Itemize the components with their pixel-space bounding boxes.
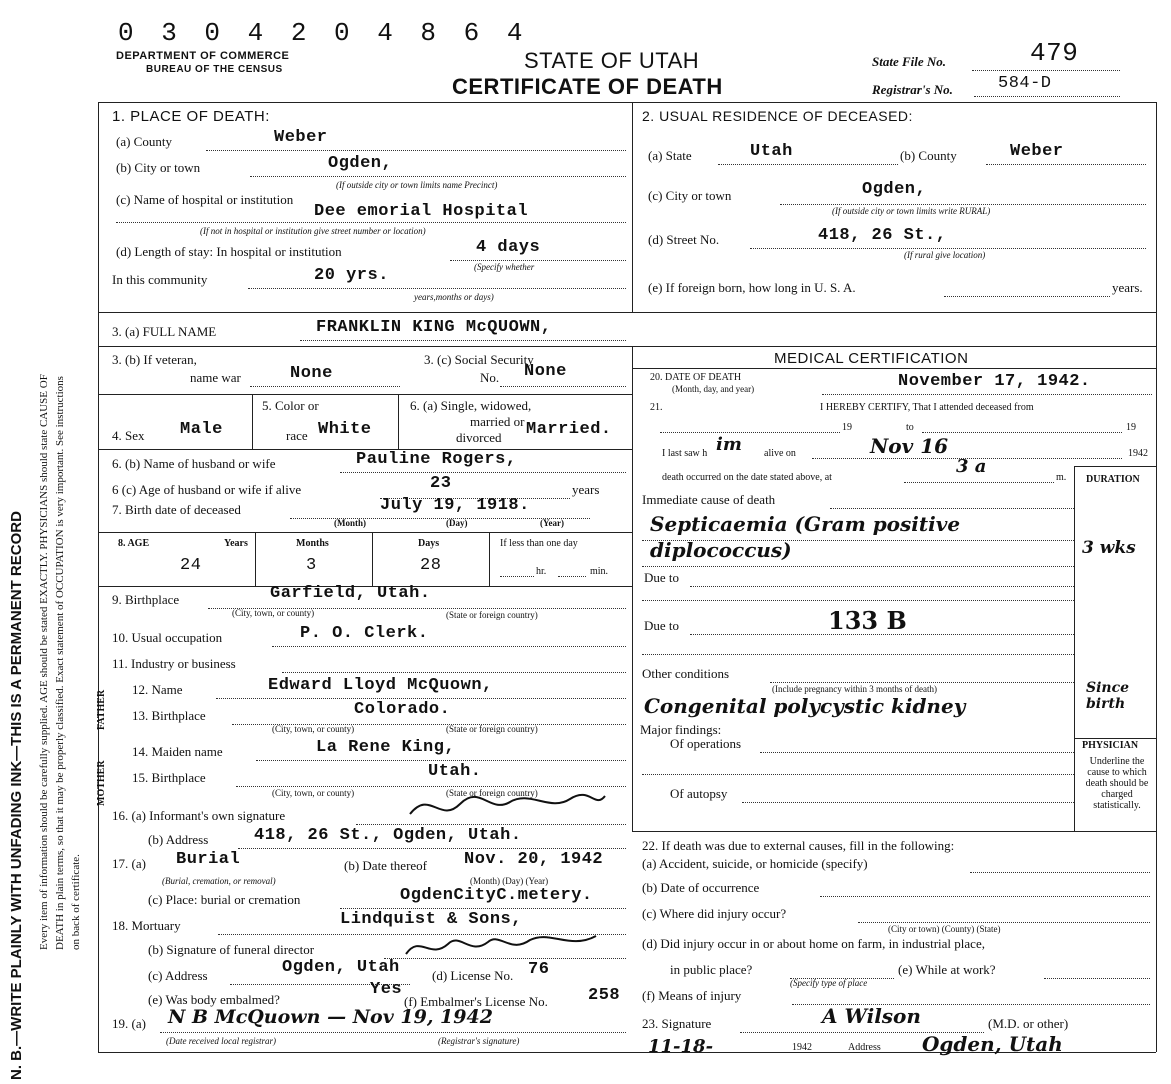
occupation-label: 10. Usual occupation bbox=[112, 630, 223, 645]
s1-county: Weber bbox=[274, 128, 328, 147]
s1-heading: 1. PLACE OF DEATH: bbox=[112, 108, 270, 125]
age-years: 24 bbox=[180, 556, 202, 575]
burial-place: OgdenCityC.metery. bbox=[400, 886, 593, 905]
mortuary-address-label: (c) Address bbox=[148, 968, 208, 983]
external-a: (a) Accident, suicide, or homicide (specify) bbox=[642, 856, 868, 871]
signature-md: (M.D. or other) bbox=[988, 1016, 1069, 1031]
birth-day-note: (Day) bbox=[446, 518, 468, 528]
state-file-value: 479 bbox=[1030, 38, 1079, 68]
registrar-signature: N B McQuown — Nov 19, 1942 bbox=[168, 1006, 493, 1028]
age-label: 8. AGE bbox=[118, 538, 150, 549]
other-conditions-note: (Include pregnancy within 3 months of death) bbox=[772, 684, 937, 694]
signature-year: 1942 bbox=[792, 1042, 812, 1053]
birth-label: 7. Birth date of deceased bbox=[112, 502, 241, 517]
dod-label: 20. DATE OF DEATH bbox=[650, 372, 742, 383]
color-label: 5. Color or bbox=[262, 398, 319, 413]
s2-years: years. bbox=[1112, 280, 1143, 295]
s2-state-label: (a) State bbox=[648, 148, 692, 163]
s1-city-note: (If outside city or town limits name Precinct) bbox=[336, 180, 498, 190]
external-d-2: in public place? bbox=[670, 962, 753, 977]
informant-signature bbox=[400, 784, 610, 828]
date-of-death: November 17, 1942. bbox=[898, 372, 1091, 391]
s2-street: 418, 26 St., bbox=[818, 226, 947, 245]
certify-text: I HEREBY CERTIFY, That I attended deceased from bbox=[820, 402, 1034, 413]
last-saw-him: im bbox=[716, 434, 742, 455]
age-days-label: Days bbox=[418, 538, 440, 549]
mortuary-value: Lindquist & Sons, bbox=[340, 910, 522, 929]
spouse-years: years bbox=[572, 482, 600, 497]
vet-label-1: 3. (b) If veteran, bbox=[112, 352, 197, 367]
s2-city-note: (If outside city or town limits write RURAL) bbox=[832, 206, 991, 216]
signature-address: Ogden, Utah bbox=[922, 1032, 1063, 1056]
occupation-value: P. O. Clerk. bbox=[300, 624, 429, 643]
death-occurred-label: death occurred on the date stated above, at bbox=[662, 472, 832, 483]
birth-year-note: (Year) bbox=[540, 518, 564, 528]
s1-hospital-note: (If not in hospital or institution give street number or location) bbox=[200, 226, 426, 236]
alive-on-label: alive on bbox=[764, 448, 796, 459]
burial-note: (Burial, cremation, or removal) bbox=[162, 876, 276, 886]
mortuary-label: 18. Mortuary bbox=[112, 918, 181, 933]
mother-birthplace: Utah. bbox=[428, 762, 482, 781]
ss-label-1: 3. (c) Social Security bbox=[424, 352, 534, 367]
s2-county-label: (b) County bbox=[900, 148, 957, 163]
age-hr: hr. bbox=[536, 566, 547, 577]
embalmer-license-value: 258 bbox=[588, 986, 621, 1005]
physician-heading: PHYSICIAN bbox=[1082, 740, 1139, 751]
marital-value: Married. bbox=[526, 420, 612, 439]
certify-number: 21. bbox=[650, 402, 663, 413]
immediate-cause-duration: 3 wks bbox=[1082, 538, 1136, 558]
other-conditions-value: Congenital polycystic kidney bbox=[644, 694, 966, 718]
s2-heading: 2. USUAL RESIDENCE OF DECEASED: bbox=[642, 108, 913, 124]
state-file-label: State File No. bbox=[872, 54, 947, 69]
industry-label: 11. Industry or business bbox=[112, 656, 236, 671]
birthplace-value: Garfield, Utah. bbox=[270, 584, 431, 603]
signature-date: 11-18- bbox=[648, 1036, 714, 1057]
marital-label-3: divorced bbox=[456, 430, 502, 445]
last-saw-date: Nov 16 bbox=[870, 434, 949, 458]
father-note-2: (State or foreign country) bbox=[446, 724, 538, 734]
burial-date-note: (Month) (Day) (Year) bbox=[470, 876, 549, 886]
external-heading: 22. If death was due to external causes, fill in the following: bbox=[642, 838, 955, 853]
vet-label-2: name war bbox=[190, 370, 241, 385]
agency-bureau: BUREAU OF THE CENSUS bbox=[146, 64, 283, 75]
spouse-age: 23 bbox=[430, 474, 452, 493]
age-months-label: Months bbox=[296, 538, 329, 549]
operations-label: Of operations bbox=[670, 736, 742, 751]
last-saw-year: 1942 bbox=[1128, 448, 1148, 459]
due-to-2-label: Due to bbox=[644, 618, 680, 633]
age-years-label: Years bbox=[224, 538, 248, 549]
s1-city: Ogden, bbox=[328, 154, 393, 173]
burial-place-label: (c) Place: burial or cremation bbox=[148, 892, 301, 907]
registrar-note-1: (Date received local registrar) bbox=[166, 1036, 277, 1046]
spouse-label: 6. (b) Name of husband or wife bbox=[112, 456, 276, 471]
external-f: (f) Means of injury bbox=[642, 988, 742, 1003]
birth-value: July 19, 1918. bbox=[380, 496, 530, 515]
immediate-cause-line-2: diplococcus) bbox=[650, 538, 792, 562]
immediate-cause-label: Immediate cause of death bbox=[642, 492, 776, 507]
s1-specify-note: (Specify whether bbox=[474, 262, 535, 272]
serial-number: 0 3 0 4 2 0 4 8 6 4 bbox=[118, 18, 529, 48]
father-note-1: (City, town, or county) bbox=[272, 724, 355, 734]
s1-hospital: Dee emorial Hospital bbox=[314, 202, 529, 221]
father-name-label: 12. Name bbox=[132, 682, 183, 697]
birthplace-note-1: (City, town, or county) bbox=[232, 608, 315, 618]
mother-note-2: (State or foreign country) bbox=[446, 788, 538, 798]
signature-label: 23. Signature bbox=[642, 1016, 712, 1031]
sex-value: Male bbox=[180, 420, 223, 439]
s2-city-label: (c) City or town bbox=[648, 188, 732, 203]
state-title: STATE OF UTAH bbox=[524, 48, 700, 73]
s2-county: Weber bbox=[1010, 142, 1064, 161]
birth-month-note: (Month) bbox=[334, 518, 366, 528]
age-months: 3 bbox=[306, 556, 317, 575]
s1-hospital-label: (c) Name of hospital or institution bbox=[116, 192, 294, 207]
due-to-1-label: Due to bbox=[644, 570, 680, 585]
embalmed-value: Yes bbox=[370, 980, 403, 999]
signature-address-label: Address bbox=[848, 1042, 881, 1053]
certificate-title: CERTIFICATE OF DEATH bbox=[452, 74, 723, 99]
last-saw-label: I last saw h bbox=[662, 448, 708, 459]
external-c-note: (City or town) (County) (State) bbox=[888, 924, 1001, 934]
father-name: Edward Lloyd McQuown, bbox=[268, 676, 493, 695]
s1-stay-label: (d) Length of stay: In hospital or institution bbox=[116, 244, 342, 259]
registrar-label: 19. (a) bbox=[112, 1016, 146, 1031]
s2-street-label: (d) Street No. bbox=[648, 232, 720, 247]
statistical-code: 133 B bbox=[828, 606, 907, 635]
time-m: m. bbox=[1056, 472, 1067, 483]
mother-side-label: MOTHER bbox=[96, 760, 107, 806]
physician-signature: A Wilson bbox=[822, 1004, 921, 1028]
burial-label: 17. (a) bbox=[112, 856, 146, 871]
birthplace-note-2: (State or foreign country) bbox=[446, 610, 538, 620]
left-margin-instructions bbox=[0, 80, 95, 1080]
full-name: FRANKLIN KING McQUOWN, bbox=[316, 318, 552, 337]
registrar-no-label: Registrar's No. bbox=[872, 82, 953, 97]
spouse-age-label: 6 (c) Age of husband or wife if alive bbox=[112, 482, 302, 497]
age-min: min. bbox=[590, 566, 609, 577]
s2-state: Utah bbox=[750, 142, 793, 161]
funeral-director-signature bbox=[400, 926, 600, 966]
burial-date: Nov. 20, 1942 bbox=[464, 850, 604, 869]
margin-line-3: DEATH in plain terms, so that it may be properly classified. Exact statement of OCCUPATION is very important. See instructions bbox=[54, 376, 66, 950]
embalmer-license-label: (f) Embalmer's License No. bbox=[404, 994, 548, 1009]
spouse-value: Pauline Rogers, bbox=[356, 450, 517, 469]
external-b: (b) Date of occurrence bbox=[642, 880, 760, 895]
since-birth: Since birth bbox=[1086, 680, 1130, 712]
father-birthplace-label: 13. Birthplace bbox=[132, 708, 206, 723]
father-side-label: FATHER bbox=[96, 689, 107, 730]
physician-note: Underline the cause to which death should be charged statistically. bbox=[1085, 756, 1149, 811]
external-c: (c) Where did injury occur? bbox=[642, 906, 787, 921]
medical-heading: MEDICAL CERTIFICATION bbox=[774, 350, 969, 367]
immediate-cause-line-1: Septicaemia (Gram positive bbox=[650, 512, 961, 536]
registrar-no-value: 584-D bbox=[998, 74, 1052, 93]
certify-19b: 19 bbox=[1126, 422, 1136, 433]
race-label: race bbox=[286, 428, 308, 443]
dod-note: (Month, day, and year) bbox=[672, 384, 755, 394]
s1-city-label: (b) City or town bbox=[116, 160, 201, 175]
age-days: 28 bbox=[420, 556, 442, 575]
agency-dept: DEPARTMENT OF COMMERCE bbox=[116, 50, 290, 62]
embalmed-label: (e) Was body embalmed? bbox=[148, 992, 280, 1007]
s1-ymd-note: years,months or days) bbox=[414, 292, 494, 302]
race-value: White bbox=[318, 420, 372, 439]
mortuary-address: Ogden, Utah bbox=[282, 958, 400, 977]
external-d-1: (d) Did injury occur in or about home on farm, in industrial place, bbox=[642, 936, 985, 951]
informant-address-label: (b) Address bbox=[148, 832, 209, 847]
sex-label: 4. Sex bbox=[112, 428, 145, 443]
license-label: (d) License No. bbox=[432, 968, 514, 983]
burial-value: Burial bbox=[176, 850, 241, 869]
funeral-director-label: (b) Signature of funeral director bbox=[148, 942, 315, 957]
external-e: (e) While at work? bbox=[898, 962, 996, 977]
license-value: 76 bbox=[528, 960, 550, 979]
margin-line-1: N. B.—WRITE PLAINLY WITH UNFADING INK—THIS IS A PERMANENT RECORD bbox=[8, 511, 25, 1080]
ss-value: None bbox=[524, 362, 567, 381]
s2-city: Ogden, bbox=[862, 180, 927, 199]
margin-line-2: Every item of information should be carefully supplied. AGE should be stated EXACTLY. PHYSICIANS should state CAUSE OF bbox=[38, 374, 50, 950]
external-d-note: (Specify type of place bbox=[790, 978, 868, 988]
birthplace-label: 9. Birthplace bbox=[112, 592, 180, 607]
marital-label-2: married or bbox=[470, 414, 525, 429]
mother-name: La Rene King, bbox=[316, 738, 456, 757]
s2-street-note: (If rural give location) bbox=[904, 250, 986, 260]
certify-to: to bbox=[906, 422, 914, 433]
marital-label-1: 6. (a) Single, widowed, bbox=[410, 398, 532, 413]
duration-heading: DURATION bbox=[1086, 474, 1140, 485]
s2-foreign-label: (e) If foreign born, how long in U. S. A. bbox=[648, 280, 856, 295]
father-birthplace: Colorado. bbox=[354, 700, 451, 719]
s1-community: 20 yrs. bbox=[314, 266, 389, 285]
mother-name-label: 14. Maiden name bbox=[132, 744, 223, 759]
mother-note-1: (City, town, or county) bbox=[272, 788, 355, 798]
burial-date-label: (b) Date thereof bbox=[344, 858, 428, 873]
s1-community-label: In this community bbox=[112, 272, 208, 287]
vet-value: None bbox=[290, 364, 333, 383]
autopsy-label: Of autopsy bbox=[670, 786, 728, 801]
s1-county-label: (a) County bbox=[116, 134, 172, 149]
mother-birthplace-label: 15. Birthplace bbox=[132, 770, 206, 785]
name-label: 3. (a) FULL NAME bbox=[112, 324, 217, 339]
s1-stay: 4 days bbox=[476, 238, 541, 257]
age-less-label: If less than one day bbox=[500, 538, 578, 549]
time-of-death: 3 a bbox=[956, 456, 987, 477]
certify-19a: 19 bbox=[842, 422, 852, 433]
informant-label: 16. (a) Informant's own signature bbox=[112, 808, 286, 823]
major-findings-label: Major findings: bbox=[640, 722, 722, 737]
other-conditions-label: Other conditions bbox=[642, 666, 730, 681]
ss-label-2: No. bbox=[480, 370, 500, 385]
informant-address: 418, 26 St., Ogden, Utah. bbox=[254, 826, 522, 845]
margin-line-4: on back of certificate. bbox=[70, 854, 82, 950]
registrar-note-2: (Registrar's signature) bbox=[438, 1036, 520, 1046]
